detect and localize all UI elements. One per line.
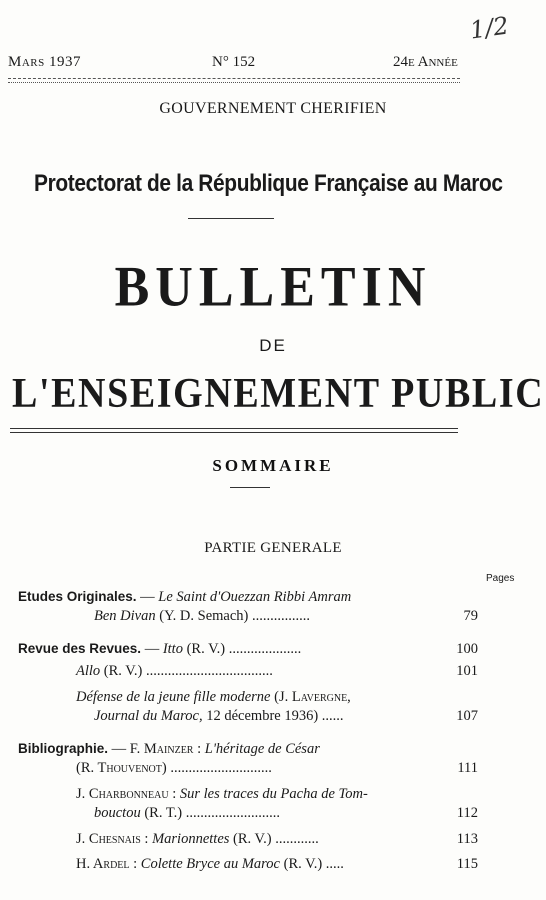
- short-divider: [188, 218, 274, 219]
- sommaire-underline: [230, 487, 270, 488]
- toc-author: (R. V.) ....................: [182, 641, 302, 657]
- header-divider-2: [8, 82, 460, 83]
- toc-page-number: 112: [456, 805, 478, 821]
- toc-page-number: 115: [456, 856, 478, 872]
- issue-date: Mars 1937: [8, 54, 81, 70]
- toc-entry-chesnais: [76, 831, 319, 848]
- toc-reviewer: (R. T.) ..........................: [140, 805, 280, 821]
- toc-author: (J. Lavergne,: [270, 689, 351, 705]
- toc-author: (Y. D. Semach) ................: [155, 608, 310, 624]
- toc-section-label: Bibliographie.: [18, 741, 109, 756]
- toc-entry-ardel: [76, 856, 344, 873]
- toc-entry-etudes-line2: [94, 608, 310, 625]
- toc-dash: —: [141, 641, 163, 657]
- protectorate-heading: Protectorat de la République Française au Maroc: [34, 170, 503, 197]
- toc-entry-allo: [76, 663, 273, 680]
- toc-page-number: 107: [456, 708, 478, 724]
- toc-reviewer: (R. V.) ............: [229, 831, 319, 847]
- toc-title: L'héritage de César: [204, 741, 320, 757]
- bulletin-title: BULLETIN: [114, 256, 432, 319]
- handwritten-page-mark: 1/2: [468, 11, 511, 45]
- toc-page-number: 79: [463, 608, 478, 624]
- toc-entry-charbonneau-line2: [94, 805, 280, 822]
- toc-entry-charbonneau: [76, 786, 368, 803]
- toc-dash: —: [136, 589, 159, 605]
- toc-title-cont: bouctou: [94, 805, 141, 821]
- toc-entry-defense: [76, 689, 351, 706]
- toc-reviewer: (R. V.) .....: [279, 856, 344, 872]
- toc-title: Itto: [162, 641, 183, 657]
- toc-dash: —: [108, 741, 130, 757]
- toc-entry-revue: [18, 641, 301, 658]
- toc-author: H. Ardel: [76, 856, 130, 872]
- toc-date: 12 décembre 1936) ......: [202, 708, 344, 724]
- toc-page-number: 100: [456, 641, 478, 657]
- toc-colon: :: [129, 856, 141, 872]
- partie-heading: PARTIE GENERALE: [204, 540, 342, 556]
- government-heading: GOUVERNEMENT CHERIFIEN: [159, 100, 387, 117]
- toc-title: Le Saint d'Ouezzan Ribbi Amram: [158, 589, 352, 605]
- toc-section-label: Revue des Revues.: [18, 641, 142, 656]
- toc-author: F. Mainzer: [129, 741, 194, 757]
- toc-reviewer: (R. Thouvenot) ............................: [76, 760, 272, 776]
- toc-title: Défense de la jeune fille moderne: [76, 689, 271, 705]
- toc-page-number: 111: [457, 760, 478, 776]
- title-rule-2: [10, 432, 458, 433]
- pages-column-label: Pages: [486, 573, 515, 584]
- toc-entry-etudes: [18, 589, 351, 606]
- enseignement-title: L'ENSEIGNEMENT PUBLIC: [12, 370, 545, 418]
- toc-entry-defense-line2: [94, 708, 344, 725]
- toc-author: (R. V.) ...................................: [100, 663, 273, 679]
- toc-colon: :: [140, 831, 153, 847]
- sommaire-heading: SOMMAIRE: [212, 456, 334, 475]
- header-divider: [8, 78, 460, 79]
- toc-author: J. Chesnais: [76, 831, 141, 847]
- toc-page-number: 101: [456, 663, 478, 679]
- toc-title: Colette Bryce au Maroc: [140, 856, 280, 872]
- toc-title-cont: Ben Divan: [94, 608, 156, 624]
- toc-colon: :: [168, 786, 180, 802]
- toc-colon: :: [193, 741, 205, 757]
- toc-section-label: Etudes Originales.: [18, 589, 137, 604]
- toc-page-number: 113: [456, 831, 478, 847]
- toc-entry-biblio: [18, 741, 320, 758]
- title-rule: [10, 428, 458, 429]
- toc-title: Marionnettes: [152, 831, 230, 847]
- toc-author: J. Charbonneau: [76, 786, 169, 802]
- toc-title: Sur les traces du Pacha de Tom-: [179, 786, 368, 802]
- issue-number: N° 152: [212, 54, 256, 70]
- issue-year: 24e Année: [393, 54, 458, 70]
- toc-title: Allo: [76, 663, 101, 679]
- toc-entry-biblio-line2: [76, 760, 272, 777]
- bulletin-de: DE: [259, 336, 287, 355]
- toc-source: Journal du Maroc,: [94, 708, 203, 724]
